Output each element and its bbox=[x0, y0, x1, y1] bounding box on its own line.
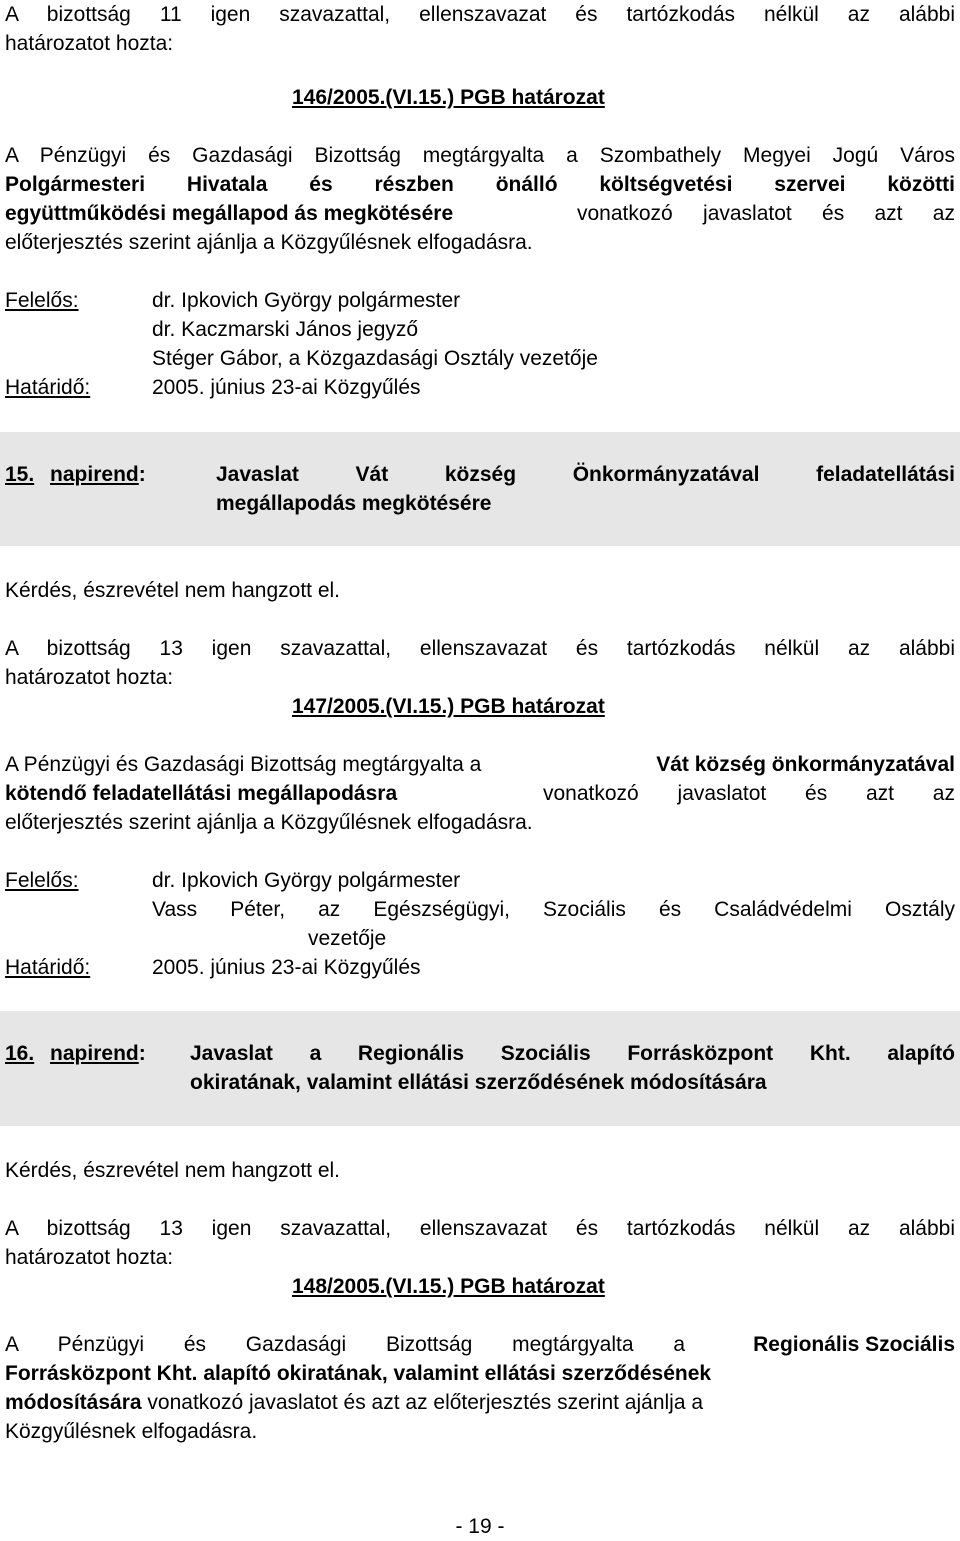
deadline: 2005. június 23-ai Közgyűlés bbox=[152, 376, 421, 399]
agenda-item-15 bbox=[0, 432, 960, 546]
paragraph-line bbox=[5, 779, 955, 808]
paragraph-line: Közgyűlésnek elfogadásra. bbox=[5, 1420, 258, 1443]
agenda-number: 15. bbox=[5, 463, 35, 486]
paragraph-line bbox=[5, 1330, 955, 1359]
paragraph-line: Kérdés, észrevétel nem hangzott el. bbox=[5, 1159, 341, 1182]
paragraph-line: határozatot hozta: bbox=[5, 32, 174, 55]
agenda-heading bbox=[5, 1039, 146, 1068]
plain-text: vonatkozó javaslatot és azt az bbox=[577, 202, 955, 225]
resolution-number: 148/2005.(VI.15.) PGB határozat bbox=[292, 1275, 605, 1298]
responsible-3: Stéger Gábor, a Közgazdasági Osztály vezetője bbox=[152, 347, 598, 370]
agenda-colon: : bbox=[138, 1042, 146, 1065]
plain-text: vonatkozó javaslatot és azt az bbox=[543, 782, 955, 805]
paragraph-line bbox=[5, 750, 955, 779]
resolution-number: 147/2005.(VI.15.) PGB határozat bbox=[292, 695, 605, 718]
bold-text: Regionális Szociális bbox=[753, 1333, 955, 1356]
paragraph-line: előterjesztés szerint ajánlja a Közgyűlésnek elfogadásra. bbox=[5, 811, 533, 834]
agenda-title-line: Javaslat Vát község Önkormányzatával feladatellátási bbox=[216, 463, 955, 486]
felelos-label: Felelős: bbox=[5, 289, 79, 312]
paragraph-line: A bizottság 11 igen szavazattal, ellenszavazat és tartózkodás nélkül az alábbi bbox=[5, 3, 955, 26]
agenda-title-line: megállapodás megkötésére bbox=[216, 492, 492, 515]
responsible-1: dr. Ipkovich György polgármester bbox=[152, 289, 461, 312]
agenda-item-16 bbox=[0, 1011, 960, 1126]
page-number: - 19 - bbox=[455, 1515, 505, 1538]
hatarido-label: Határidő: bbox=[5, 956, 91, 979]
responsible-1: dr. Ipkovich György polgármester bbox=[152, 869, 461, 892]
bold-text: módosítására bbox=[5, 1391, 142, 1414]
agenda-title-line: Javaslat a Regionális Szociális Forrásközpont Kht. alapító bbox=[190, 1042, 955, 1065]
paragraph-line: A Pénzügyi és Gazdasági Bizottság megtárgyalta a Szombathely Megyei Jogú Város bbox=[5, 144, 955, 167]
paragraph-line: határozatot hozta: bbox=[5, 1246, 174, 1269]
responsible-2: Vass Péter, az Egészségügyi, Szociális és Családvédelmi Osztály bbox=[152, 898, 955, 921]
deadline: 2005. június 23-ai Közgyűlés bbox=[152, 956, 421, 979]
agenda-word: napirend bbox=[50, 463, 139, 486]
resolution-number: 146/2005.(VI.15.) PGB határozat bbox=[292, 86, 605, 109]
paragraph-line: Forrásközpont Kht. alapító okiratának, valamint ellátási szerződésének bbox=[5, 1362, 712, 1385]
bold-text: kötendő feladatellátási megállapodásra bbox=[5, 782, 398, 805]
paragraph-line: Kérdés, észrevétel nem hangzott el. bbox=[5, 579, 341, 602]
agenda-heading bbox=[5, 460, 146, 489]
paragraph-line: határozatot hozta: bbox=[5, 666, 174, 689]
paragraph-line: A bizottság 13 igen szavazattal, ellenszavazat és tartózkodás nélkül az alábbi bbox=[5, 637, 955, 660]
paragraph-line: Polgármesteri Hivatala és részben önálló költségvetési szervei közötti bbox=[5, 173, 955, 196]
agenda-number: 16. bbox=[5, 1042, 35, 1065]
bold-text: együttműködési megállapod ás megkötésére bbox=[5, 202, 454, 225]
hatarido-label: Határidő: bbox=[5, 376, 91, 399]
responsible-2-cont: vezetője bbox=[308, 927, 387, 950]
plain-text: A Pénzügyi és Gazdasági Bizottság megtárgyalta a bbox=[5, 753, 482, 776]
paragraph-line bbox=[5, 1388, 955, 1417]
agenda-title-line: okiratának, valamint ellátási szerződésének módosítására bbox=[190, 1071, 767, 1094]
bold-text: Vát község önkormányzatával bbox=[656, 753, 955, 776]
plain-text: vonatkozó javaslatot és azt az előterjesztés szerint ajánlja a bbox=[147, 1391, 704, 1414]
plain-text: A Pénzügyi és Gazdasági Bizottság megtárgyalta a bbox=[5, 1333, 685, 1356]
responsible-2: dr. Kaczmarski János jegyző bbox=[152, 318, 419, 341]
paragraph-line bbox=[5, 199, 955, 228]
felelos-label: Felelős: bbox=[5, 869, 79, 892]
agenda-word: napirend bbox=[50, 1042, 139, 1065]
paragraph-line: A bizottság 13 igen szavazattal, ellenszavazat és tartózkodás nélkül az alábbi bbox=[5, 1217, 955, 1240]
agenda-colon: : bbox=[138, 463, 146, 486]
paragraph-line: előterjesztés szerint ajánlja a Közgyűlésnek elfogadásra. bbox=[5, 231, 533, 254]
